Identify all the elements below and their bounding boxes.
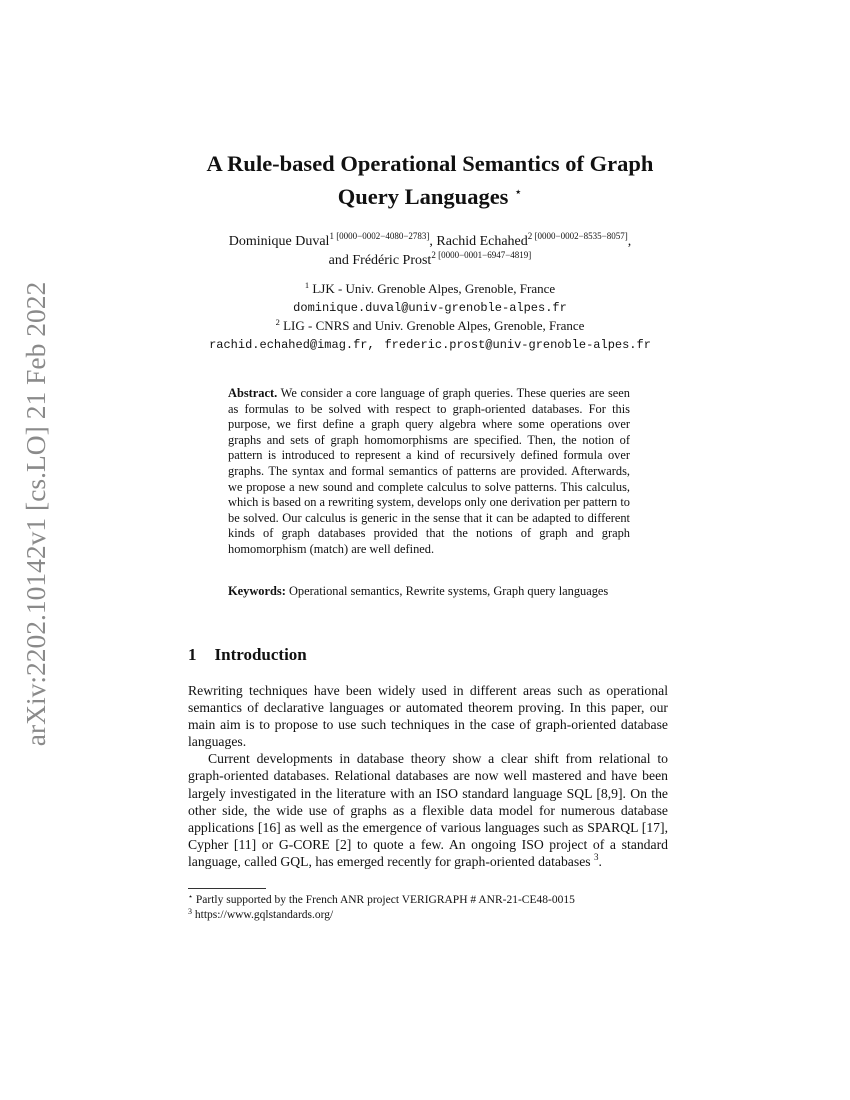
abstract-text: We consider a core language of graph queries. These queries are seen as formulas to be solved with respect to graph-oriented databases. For this purpose, we first define a graph query algebra where some operations over graphs and sets of graph homomorphisms are specified. Then, the notion of pattern is introduced to represent a kind of recursively defined formula over graphs. The syntax and formal semantics of patterns are provided. Afterwards, we propose a new sound and complete calculus to solve patterns. This calculus, which is based on a rewriting system, develops only one derivation per pattern to be solved. Our calculus is generic in the sense that it can be adapted to different kinds of graph databases provided that the notions of graph and graph homomorphism (match) are well defined. <box>228 386 631 556</box>
paragraph-2-end: . <box>598 853 602 869</box>
author-1: Dominique Duval <box>228 234 330 249</box>
footnote-2-text: https://www.gqlstandards.org/ <box>194 908 334 921</box>
footnote-1-text: Partly supported by the French ANR project VERIGRAPH # ANR-21-CE48-0015 <box>195 894 575 906</box>
section-title: Introduction <box>214 645 307 664</box>
arxiv-sidebar <box>14 254 58 774</box>
author-2-affil: 2 [0000−0002−8535−8057] <box>527 231 628 241</box>
section-heading <box>188 645 307 665</box>
affiliation-2-number: 2 <box>275 317 280 327</box>
paper-title <box>150 150 710 211</box>
email-echahed: rachid.echahed@imag.fr, <box>209 337 375 352</box>
footnote-divider <box>188 888 266 889</box>
footnotes <box>188 893 688 922</box>
author-list: Dominique Duval$^{1 [0000-0002-4080-2783]}$, Rachid Echahed$^{2 [0000-0002-8535-8057]}$, and Frédéric Prost$^{2 [0000-0001-6947-4819]}$ <box>228 231 632 268</box>
author-3: and Frédéric Prost <box>328 253 432 268</box>
keywords-label: Keywords: <box>228 584 286 598</box>
author-1-affil: 1 [0000−0002−4080−2783] <box>329 231 430 241</box>
affiliation-1-number: 1 <box>304 280 310 290</box>
paragraph-2-text: Current developments in database theory show a clear shift from relational to graph-oriented databases. Relational databases are now well mastered and have been largely investigated in the literature with an ISO standard language SQL [8,9]. On the other side, the wide use of graphs as a flexible data model for numerous database applications [16] as well as the emergence of various languages such as SPARQL [17], Cypher [11] or G-CORE [2] to quote a few. An ongoing ISO project of a standard language, called GQL, has emerged recently for graph-oriented databases <box>188 751 668 869</box>
section-body <box>188 682 668 870</box>
footnote-ref-3: 3 <box>594 851 599 862</box>
title-line-1: A Rule-based Operational Semantics of Graph <box>206 151 654 176</box>
abstract <box>228 386 630 558</box>
footnote-2-mark: 3 <box>188 906 192 916</box>
email-prost: frederic.prost@univ-grenoble-alpes.fr <box>384 337 651 352</box>
author-2: Rachid Echahed <box>436 234 528 249</box>
arxiv-identifier: arXiv:2202.10142v1 [cs.LO] 21 Feb 2022 <box>20 281 51 747</box>
abstract-label: Abstract. <box>228 386 278 400</box>
paragraph-1: Rewriting techniques have been widely used in different areas such as operational semantics of declarative languages or automated theorem proving. In this paper, our main aim is to propose to use such techniques in the case of graph-oriented database languages. <box>188 683 668 750</box>
affiliations <box>140 280 720 354</box>
footnote-1-mark: ⋆ <box>188 892 194 901</box>
paragraph-2 <box>188 750 668 870</box>
title-line-2: Query Languages <box>337 184 509 209</box>
email-duval: dominique.duval@univ-grenoble-alpes.fr <box>293 300 567 315</box>
affiliation-2: LIG - CNRS and Univ. Grenoble Alpes, Grenoble, France <box>283 318 585 333</box>
keywords-text: Operational semantics, Rewrite systems, Graph query languages <box>288 584 609 598</box>
author-3-affil: 2 [0000−0001−6947−4819] <box>431 250 532 260</box>
title-footnote-mark: ⋆ <box>514 184 523 199</box>
affiliation-1: LJK - Univ. Grenoble Alpes, Grenoble, France <box>312 281 556 296</box>
keywords <box>228 584 630 600</box>
footnote-2 <box>188 908 688 923</box>
footnote-1 <box>188 893 688 908</box>
section-number: 1 <box>188 645 197 664</box>
